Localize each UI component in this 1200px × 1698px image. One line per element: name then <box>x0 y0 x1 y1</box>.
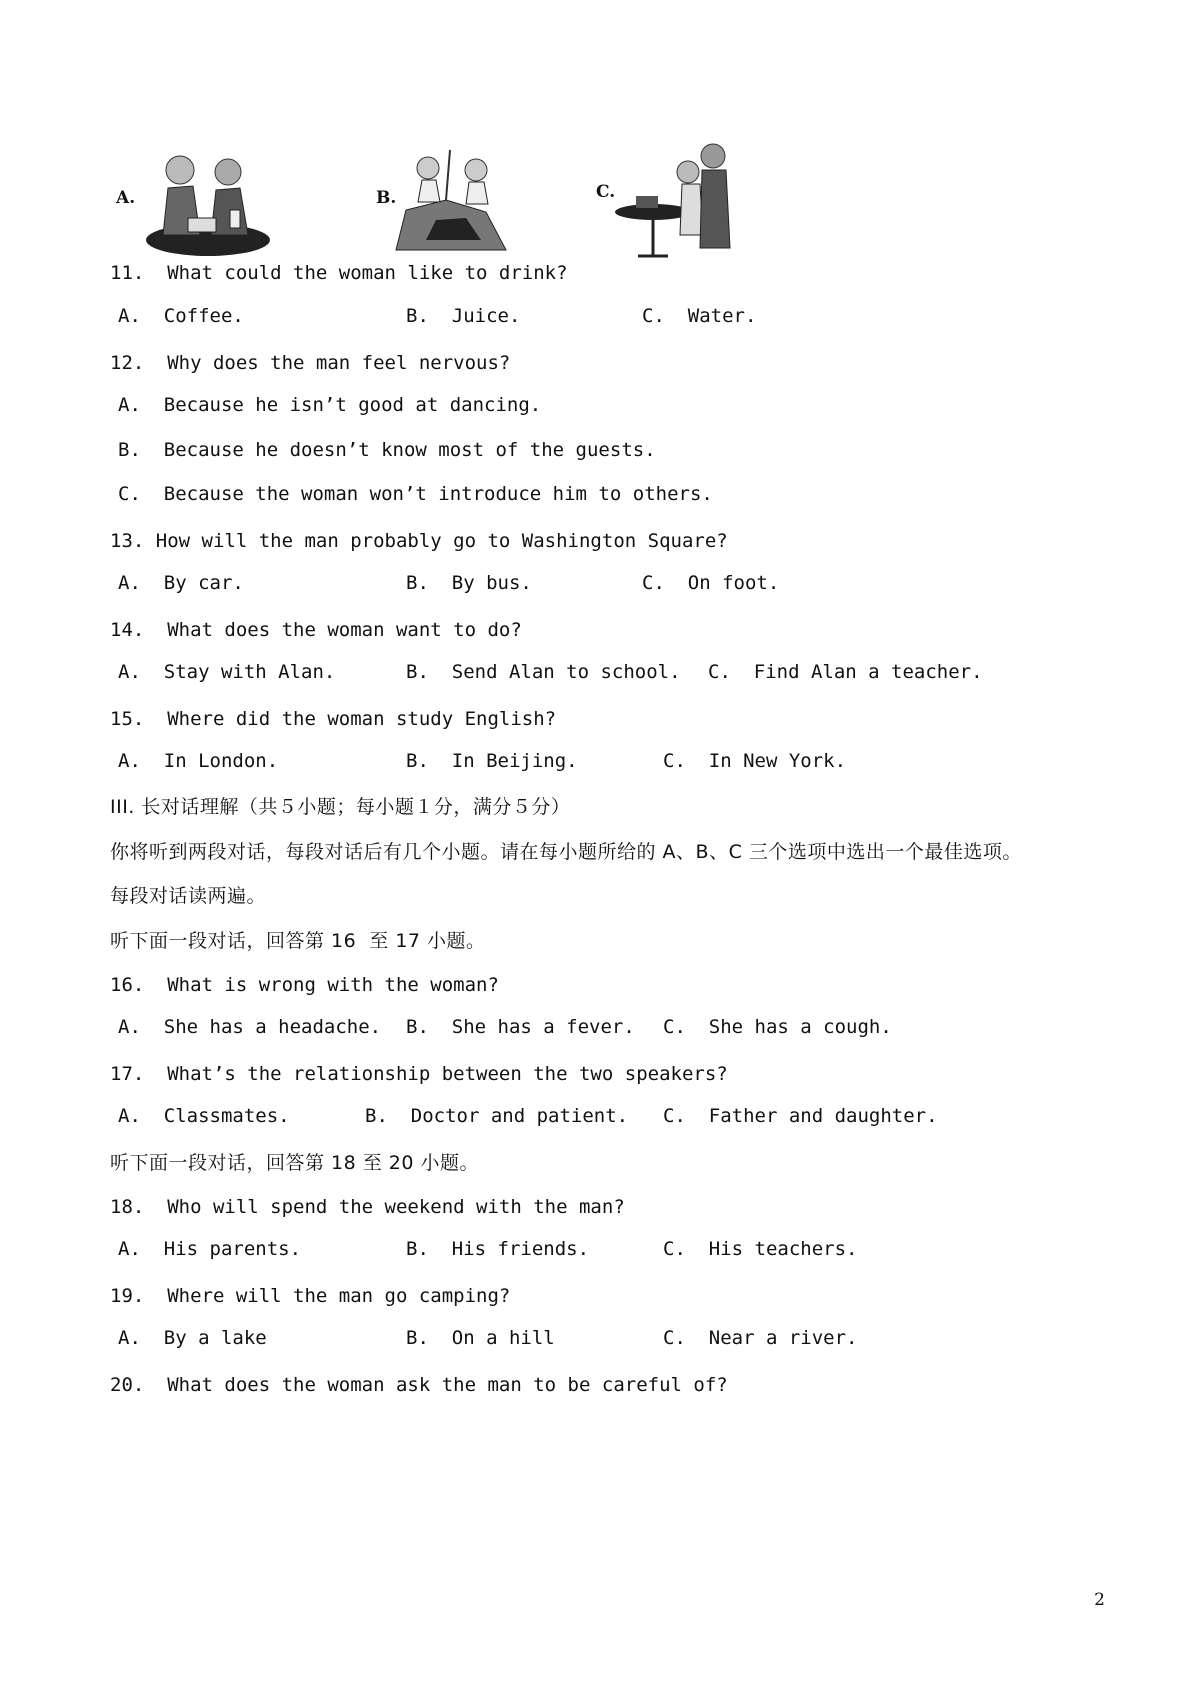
page-number: 2 <box>1094 1590 1105 1610</box>
option-14-b: B. Send Alan to school. <box>406 661 681 683</box>
people-at-cafe-table-icon <box>588 140 768 270</box>
option-11-a: A. Coffee. <box>118 305 244 327</box>
section-3-heading: III. 长对话理解（共５小题；每小题１分，满分５分） <box>110 796 571 818</box>
option-13-c: C. On foot. <box>642 572 780 594</box>
option-15-a: A. In London. <box>118 750 279 772</box>
picture-option-b <box>366 140 526 260</box>
dialog-2-intro: 听下面一段对话，回答第 18 至 20 小题。 <box>110 1152 480 1174</box>
question-20: 20. What does the woman ask the man to be careful of? <box>110 1374 728 1396</box>
question-19: 19. Where will the man go camping? <box>110 1285 511 1307</box>
option-13-a: A. By car. <box>118 572 244 594</box>
section-3-instruction-line1: 你将听到两段对话，每段对话后有几个小题。请在每小题所给的 A、B、C 三个选项中选出一个最佳选项。 <box>110 841 1022 863</box>
picture-option-a <box>108 140 278 260</box>
section-3-instruction-line2: 每段对话读两遍。 <box>110 885 267 907</box>
question-18: 18. Who will spend the weekend with the man? <box>110 1196 625 1218</box>
option-15-c: C. In New York. <box>663 750 847 772</box>
option-14-c: C. Find Alan a teacher. <box>708 661 983 683</box>
option-14-a: A. Stay with Alan. <box>118 661 336 683</box>
dialog-1-intro: 听下面一段对话，回答第 16 至 17 小题。 <box>110 930 486 952</box>
question-16: 16. What is wrong with the woman? <box>110 974 499 996</box>
option-18-b: B. His friends. <box>406 1238 590 1260</box>
option-12-a: A. Because he isn’t good at dancing. <box>118 394 542 416</box>
picture-label-a: A. <box>116 188 136 208</box>
option-18-a: A. His parents. <box>118 1238 302 1260</box>
option-11-b: B. Juice. <box>406 305 521 327</box>
option-16-a: A. She has a headache. <box>118 1016 382 1038</box>
option-19-c: C. Near a river. <box>663 1327 858 1349</box>
option-18-c: C. His teachers. <box>663 1238 858 1260</box>
option-13-b: B. By bus. <box>406 572 532 594</box>
picture-option-c <box>588 140 768 265</box>
question-17: 17. What’s the relationship between the two speakers? <box>110 1063 728 1085</box>
question-11: 11. What could the woman like to drink? <box>110 262 568 284</box>
option-12-c: C. Because the woman won’t introduce him to others. <box>118 483 713 505</box>
picture-label-b: B. <box>376 188 397 208</box>
question-12: 12. Why does the man feel nervous? <box>110 352 511 374</box>
option-17-b: B. Doctor and patient. <box>365 1105 629 1127</box>
option-12-b: B. Because he doesn’t know most of the guests. <box>118 439 656 461</box>
option-16-c: C. She has a cough. <box>663 1016 892 1038</box>
picture-label-c: C. <box>596 182 616 202</box>
option-15-b: B. In Beijing. <box>406 750 578 772</box>
option-17-c: C. Father and daughter. <box>663 1105 938 1127</box>
picture-options <box>108 140 808 270</box>
option-11-c: C. Water. <box>642 305 757 327</box>
question-15: 15. Where did the woman study English? <box>110 708 557 730</box>
option-16-b: B. She has a fever. <box>406 1016 635 1038</box>
option-17-a: A. Classmates. <box>118 1105 290 1127</box>
option-19-b: B. On a hill <box>406 1327 555 1349</box>
question-13: 13. How will the man probably go to Washington Square? <box>110 530 728 552</box>
question-14: 14. What does the woman want to do? <box>110 619 522 641</box>
option-19-a: A. By a lake <box>118 1327 267 1349</box>
